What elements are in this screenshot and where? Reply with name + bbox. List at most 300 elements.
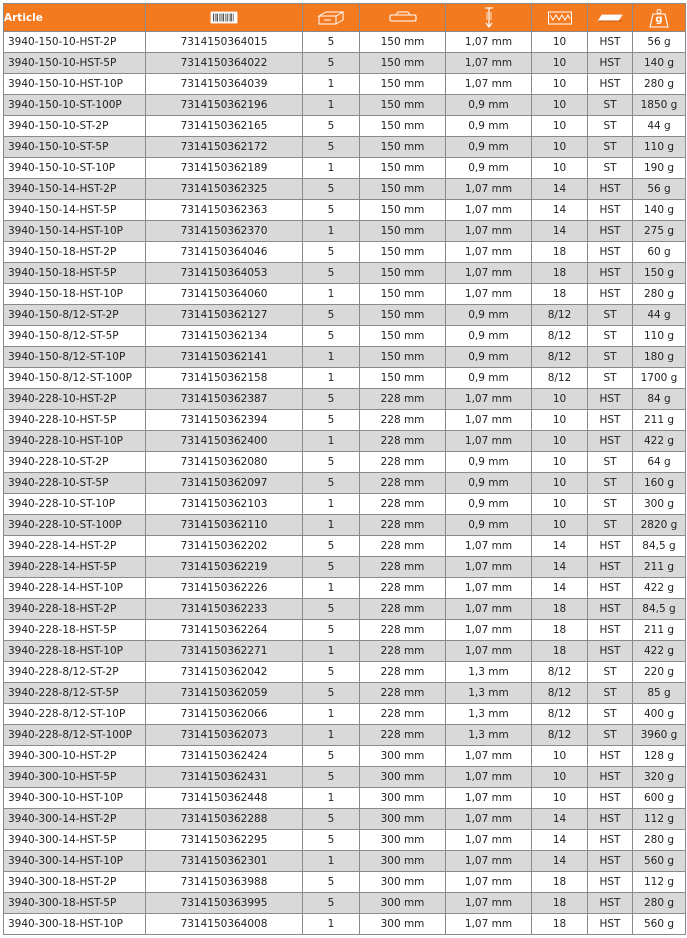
blade-thickness-cell: 1,07 mm (446, 599, 532, 620)
blade-thickness-cell: 0,9 mm (446, 515, 532, 536)
blade-thickness-cell: 0,9 mm (446, 137, 532, 158)
table-row (4, 872, 686, 893)
blade-thickness-cell: 1,07 mm (446, 830, 532, 851)
teeth-per-inch-cell: 14 (532, 809, 588, 830)
blade-thickness-cell: 1,07 mm (446, 578, 532, 599)
blade-material-cell: ST (588, 704, 633, 725)
blade-thickness-cell: 0,9 mm (446, 158, 532, 179)
blade-material-cell: ST (588, 305, 633, 326)
blade-thickness-cell: 0,9 mm (446, 326, 532, 347)
weight-cell: 150 g (633, 263, 686, 284)
table-row (4, 116, 686, 137)
ean-code-cell: 7314150364046 (146, 242, 303, 263)
blade-length-cell: 150 mm (360, 368, 446, 389)
pack-quantity-cell: 5 (303, 872, 360, 893)
blade-material-cell: HST (588, 620, 633, 641)
table-row (4, 389, 686, 410)
article-number-cell: 3940-228-10-HST-5P (4, 410, 146, 431)
article-number-cell: 3940-300-10-HST-2P (4, 746, 146, 767)
weight-cell: 56 g (633, 179, 686, 200)
weight-cell: 85 g (633, 683, 686, 704)
weight-cell: 560 g (633, 914, 686, 935)
teeth-per-inch-cell: 10 (532, 494, 588, 515)
blade-thickness-cell: 1,07 mm (446, 914, 532, 935)
table-row (4, 641, 686, 662)
blade-thickness-cell: 1,3 mm (446, 725, 532, 746)
ean-code-cell: 7314150362158 (146, 368, 303, 389)
ean-code-cell: 7314150362264 (146, 620, 303, 641)
article-number-cell: 3940-228-10-HST-10P (4, 431, 146, 452)
ean-code-cell: 7314150362202 (146, 536, 303, 557)
blade-material-cell: HST (588, 32, 633, 53)
teeth-per-inch-cell: 10 (532, 95, 588, 116)
ean-code-cell: 7314150362448 (146, 788, 303, 809)
ean-code-cell: 7314150362073 (146, 725, 303, 746)
table-row (4, 494, 686, 515)
pack-quantity-cell: 5 (303, 32, 360, 53)
blade-thickness-cell: 1,07 mm (446, 242, 532, 263)
table-row (4, 683, 686, 704)
blade-thickness-cell: 1,07 mm (446, 221, 532, 242)
teeth-per-inch-cell: 18 (532, 263, 588, 284)
column-header-thickness (446, 4, 532, 32)
article-number-cell: 3940-150-18-HST-2P (4, 242, 146, 263)
ean-code-cell: 7314150362103 (146, 494, 303, 515)
article-number-cell: 3940-300-18-HST-10P (4, 914, 146, 935)
weight-cell: 112 g (633, 809, 686, 830)
pack-quantity-cell: 1 (303, 788, 360, 809)
pack-quantity-cell: 1 (303, 578, 360, 599)
blade-material-cell: ST (588, 368, 633, 389)
ean-code-cell: 7314150362424 (146, 746, 303, 767)
ean-code-cell: 7314150362189 (146, 158, 303, 179)
teeth-per-inch-cell: 14 (532, 221, 588, 242)
table-row (4, 893, 686, 914)
article-number-cell: 3940-150-18-HST-5P (4, 263, 146, 284)
blade-material-cell: HST (588, 599, 633, 620)
pack-quantity-cell: 5 (303, 620, 360, 641)
ean-code-cell: 7314150364015 (146, 32, 303, 53)
pack-quantity-cell: 1 (303, 95, 360, 116)
pack-quantity-cell: 1 (303, 725, 360, 746)
blade-material-cell: ST (588, 326, 633, 347)
article-number-cell: 3940-150-8/12-ST-5P (4, 326, 146, 347)
teeth-per-inch-cell: 8/12 (532, 725, 588, 746)
blade-material-cell: ST (588, 158, 633, 179)
teeth-per-inch-cell: 8/12 (532, 347, 588, 368)
weight-cell: 84,5 g (633, 536, 686, 557)
column-header-weight (633, 4, 686, 32)
article-number-cell: 3940-150-14-HST-10P (4, 221, 146, 242)
article-number-cell: 3940-150-8/12-ST-10P (4, 347, 146, 368)
ean-code-cell: 7314150362226 (146, 578, 303, 599)
teeth-per-inch-cell: 10 (532, 158, 588, 179)
ean-code-cell: 7314150362233 (146, 599, 303, 620)
weight-cell: 64 g (633, 452, 686, 473)
pack-quantity-cell: 1 (303, 914, 360, 935)
ean-code-cell: 7314150362134 (146, 326, 303, 347)
pack-quantity-cell: 5 (303, 452, 360, 473)
teeth-per-inch-cell: 8/12 (532, 662, 588, 683)
blade-length-cell: 228 mm (360, 620, 446, 641)
blade-material-cell: HST (588, 914, 633, 935)
teeth-per-inch-cell: 8/12 (532, 326, 588, 347)
pack-quantity-cell: 5 (303, 137, 360, 158)
pack-quantity-cell: 5 (303, 179, 360, 200)
article-number-cell: 3940-228-14-HST-2P (4, 536, 146, 557)
column-header-material (588, 4, 633, 32)
pack-quantity-cell: 5 (303, 389, 360, 410)
teeth-per-inch-icon (547, 10, 573, 26)
weight-cell: 2820 g (633, 515, 686, 536)
weight-cell: 275 g (633, 221, 686, 242)
blade-material-cell: HST (588, 893, 633, 914)
blade-material-cell: ST (588, 347, 633, 368)
teeth-per-inch-cell: 14 (532, 536, 588, 557)
teeth-per-inch-cell: 14 (532, 557, 588, 578)
blade-length-cell: 228 mm (360, 641, 446, 662)
table-row (4, 431, 686, 452)
weight-cell: 3960 g (633, 725, 686, 746)
article-number-cell: 3940-228-14-HST-10P (4, 578, 146, 599)
blade-length-cell: 228 mm (360, 557, 446, 578)
teeth-per-inch-cell: 14 (532, 830, 588, 851)
table-row (4, 305, 686, 326)
blade-length-cell: 300 mm (360, 914, 446, 935)
blade-length-cell: 228 mm (360, 494, 446, 515)
blade-thickness-cell: 1,07 mm (446, 557, 532, 578)
blade-thickness-cell: 1,07 mm (446, 179, 532, 200)
teeth-per-inch-cell: 18 (532, 284, 588, 305)
article-number-cell: 3940-150-8/12-ST-100P (4, 368, 146, 389)
table-row (4, 179, 686, 200)
table-row (4, 830, 686, 851)
pack-quantity-cell: 1 (303, 494, 360, 515)
blade-material-cell: HST (588, 263, 633, 284)
teeth-per-inch-cell: 8/12 (532, 368, 588, 389)
article-number-cell: 3940-150-18-HST-10P (4, 284, 146, 305)
article-number-cell: 3940-300-10-HST-5P (4, 767, 146, 788)
table-row (4, 578, 686, 599)
teeth-per-inch-cell: 10 (532, 137, 588, 158)
weight-cell: 112 g (633, 872, 686, 893)
blade-material-cell: HST (588, 284, 633, 305)
blade-length-cell: 228 mm (360, 704, 446, 725)
blade-length-cell: 150 mm (360, 179, 446, 200)
ean-code-cell: 7314150362400 (146, 431, 303, 452)
pack-quantity-cell: 5 (303, 536, 360, 557)
weight-cell: 190 g (633, 158, 686, 179)
blade-material-cell: ST (588, 137, 633, 158)
weight-icon (648, 8, 670, 28)
column-header-length (360, 4, 446, 32)
blade-material-cell: ST (588, 662, 633, 683)
blade-length-cell: 150 mm (360, 263, 446, 284)
teeth-per-inch-cell: 10 (532, 410, 588, 431)
blade-length-cell: 150 mm (360, 200, 446, 221)
ean-code-cell: 7314150362363 (146, 200, 303, 221)
article-number-cell: 3940-300-14-HST-10P (4, 851, 146, 872)
weight-cell: 280 g (633, 830, 686, 851)
blade-length-cell: 150 mm (360, 116, 446, 137)
pack-quantity-cell: 5 (303, 473, 360, 494)
weight-unit-label: g (655, 13, 663, 25)
blade-length-cell: 228 mm (360, 410, 446, 431)
ean-code-cell: 7314150362394 (146, 410, 303, 431)
table-row (4, 536, 686, 557)
teeth-per-inch-cell: 8/12 (532, 683, 588, 704)
ean-code-cell: 7314150362127 (146, 305, 303, 326)
teeth-per-inch-cell: 18 (532, 893, 588, 914)
blade-length-cell: 150 mm (360, 53, 446, 74)
product-spec-table (3, 3, 686, 935)
column-header-tpi (532, 4, 588, 32)
blade-thickness-cell: 0,9 mm (446, 494, 532, 515)
barcode-icon (210, 11, 238, 24)
table-row (4, 53, 686, 74)
article-number-cell: 3940-300-14-HST-2P (4, 809, 146, 830)
ean-code-cell: 7314150362097 (146, 473, 303, 494)
pack-quantity-cell: 5 (303, 809, 360, 830)
weight-cell: 400 g (633, 704, 686, 725)
blade-material-cell: HST (588, 830, 633, 851)
blade-length-cell: 228 mm (360, 662, 446, 683)
article-number-cell: 3940-228-10-ST-5P (4, 473, 146, 494)
blade-length-cell: 300 mm (360, 872, 446, 893)
blade-thickness-cell: 1,07 mm (446, 851, 532, 872)
article-number-cell: 3940-150-10-ST-100P (4, 95, 146, 116)
blade-material-cell: HST (588, 872, 633, 893)
ean-code-cell: 7314150362066 (146, 704, 303, 725)
blade-thickness-cell: 1,07 mm (446, 767, 532, 788)
blade-length-icon (388, 11, 418, 25)
table-row (4, 914, 686, 935)
blade-material-cell: HST (588, 179, 633, 200)
ean-code-cell: 7314150363995 (146, 893, 303, 914)
teeth-per-inch-cell: 10 (532, 452, 588, 473)
article-number-cell: 3940-300-18-HST-2P (4, 872, 146, 893)
weight-cell: 320 g (633, 767, 686, 788)
column-header-ean (146, 4, 303, 32)
table-row (4, 347, 686, 368)
table-row (4, 263, 686, 284)
blade-material-cell: HST (588, 557, 633, 578)
pack-quantity-cell: 1 (303, 284, 360, 305)
ean-code-cell: 7314150362042 (146, 662, 303, 683)
blade-length-cell: 150 mm (360, 284, 446, 305)
blade-length-cell: 150 mm (360, 32, 446, 53)
blade-length-cell: 300 mm (360, 767, 446, 788)
pack-quantity-cell: 5 (303, 662, 360, 683)
blade-length-cell: 228 mm (360, 515, 446, 536)
blade-material-cell: ST (588, 494, 633, 515)
teeth-per-inch-cell: 18 (532, 914, 588, 935)
table-row (4, 95, 686, 116)
blade-material-cell: HST (588, 641, 633, 662)
blade-length-cell: 300 mm (360, 788, 446, 809)
teeth-per-inch-cell: 10 (532, 32, 588, 53)
weight-cell: 1850 g (633, 95, 686, 116)
pack-quantity-cell: 5 (303, 767, 360, 788)
blade-length-cell: 228 mm (360, 473, 446, 494)
blade-thickness-cell: 1,07 mm (446, 200, 532, 221)
pack-quantity-cell: 1 (303, 158, 360, 179)
blade-material-cell: HST (588, 536, 633, 557)
blade-material-cell: ST (588, 473, 633, 494)
weight-cell: 44 g (633, 116, 686, 137)
blade-length-cell: 228 mm (360, 389, 446, 410)
weight-cell: 422 g (633, 431, 686, 452)
weight-cell: 560 g (633, 851, 686, 872)
pack-quantity-cell: 5 (303, 242, 360, 263)
blade-length-cell: 150 mm (360, 158, 446, 179)
pack-quantity-cell: 5 (303, 305, 360, 326)
ean-code-cell: 7314150364060 (146, 284, 303, 305)
blade-material-cell: HST (588, 53, 633, 74)
pack-quantity-cell: 5 (303, 893, 360, 914)
blade-length-cell: 300 mm (360, 893, 446, 914)
article-number-cell: 3940-150-10-ST-10P (4, 158, 146, 179)
pack-quantity-cell: 5 (303, 263, 360, 284)
table-row (4, 662, 686, 683)
ean-code-cell: 7314150362141 (146, 347, 303, 368)
pack-quantity-cell: 1 (303, 515, 360, 536)
blade-thickness-cell: 0,9 mm (446, 473, 532, 494)
blade-length-cell: 228 mm (360, 452, 446, 473)
blade-material-cell: ST (588, 683, 633, 704)
article-number-cell: 3940-228-18-HST-5P (4, 620, 146, 641)
blade-thickness-cell: 0,9 mm (446, 368, 532, 389)
pack-quantity-cell: 5 (303, 830, 360, 851)
blade-length-cell: 228 mm (360, 599, 446, 620)
ean-code-cell: 7314150362325 (146, 179, 303, 200)
article-number-cell: 3940-228-18-HST-10P (4, 641, 146, 662)
weight-cell: 160 g (633, 473, 686, 494)
article-number-cell: 3940-150-10-HST-5P (4, 53, 146, 74)
teeth-per-inch-cell: 10 (532, 767, 588, 788)
article-number-cell: 3940-228-10-ST-2P (4, 452, 146, 473)
pack-quantity-cell: 1 (303, 368, 360, 389)
pack-quantity-cell: 1 (303, 221, 360, 242)
blade-thickness-icon (481, 6, 497, 30)
blade-thickness-cell: 0,9 mm (446, 95, 532, 116)
ean-code-cell: 7314150364053 (146, 263, 303, 284)
blade-thickness-cell: 1,07 mm (446, 620, 532, 641)
pack-quantity-cell: 5 (303, 557, 360, 578)
teeth-per-inch-cell: 14 (532, 851, 588, 872)
ean-code-cell: 7314150362196 (146, 95, 303, 116)
blade-material-cell: ST (588, 116, 633, 137)
blade-thickness-cell: 1,3 mm (446, 704, 532, 725)
pack-quantity-cell: 5 (303, 683, 360, 704)
article-number-cell: 3940-228-14-HST-5P (4, 557, 146, 578)
weight-cell: 110 g (633, 326, 686, 347)
column-header-quantity (303, 4, 360, 32)
pack-quantity-cell: 1 (303, 347, 360, 368)
article-number-cell: 3940-150-8/12-ST-2P (4, 305, 146, 326)
weight-cell: 280 g (633, 284, 686, 305)
teeth-per-inch-cell: 14 (532, 179, 588, 200)
blade-thickness-cell: 1,07 mm (446, 536, 532, 557)
pack-quantity-cell: 5 (303, 599, 360, 620)
table-row (4, 221, 686, 242)
blade-length-cell: 150 mm (360, 242, 446, 263)
blade-length-cell: 300 mm (360, 746, 446, 767)
blade-thickness-cell: 1,07 mm (446, 410, 532, 431)
ean-code-cell: 7314150362219 (146, 557, 303, 578)
blade-length-cell: 228 mm (360, 578, 446, 599)
article-number-cell: 3940-300-10-HST-10P (4, 788, 146, 809)
blade-material-cell: ST (588, 95, 633, 116)
article-number-cell: 3940-150-10-HST-10P (4, 74, 146, 95)
article-number-cell: 3940-150-10-ST-5P (4, 137, 146, 158)
teeth-per-inch-cell: 18 (532, 242, 588, 263)
teeth-per-inch-cell: 10 (532, 389, 588, 410)
weight-cell: 211 g (633, 410, 686, 431)
table-row (4, 620, 686, 641)
teeth-per-inch-cell: 10 (532, 473, 588, 494)
blade-length-cell: 228 mm (360, 431, 446, 452)
teeth-per-inch-cell: 18 (532, 599, 588, 620)
blade-thickness-cell: 1,07 mm (446, 788, 532, 809)
weight-cell: 84,5 g (633, 599, 686, 620)
blade-thickness-cell: 1,07 mm (446, 53, 532, 74)
weight-cell: 140 g (633, 200, 686, 221)
column-header-article: Article (4, 4, 146, 32)
blade-length-cell: 150 mm (360, 347, 446, 368)
blade-material-cell: HST (588, 200, 633, 221)
article-number-cell: 3940-228-18-HST-2P (4, 599, 146, 620)
weight-cell: 300 g (633, 494, 686, 515)
blade-length-cell: 228 mm (360, 683, 446, 704)
blade-length-cell: 150 mm (360, 137, 446, 158)
article-number-cell: 3940-228-8/12-ST-5P (4, 683, 146, 704)
weight-cell: 110 g (633, 137, 686, 158)
blade-material-cell: HST (588, 851, 633, 872)
blade-thickness-cell: 1,07 mm (446, 809, 532, 830)
table-row (4, 137, 686, 158)
teeth-per-inch-cell: 14 (532, 578, 588, 599)
table-row (4, 725, 686, 746)
table-row (4, 767, 686, 788)
teeth-per-inch-cell: 18 (532, 620, 588, 641)
pack-quantity-cell: 1 (303, 641, 360, 662)
blade-thickness-cell: 0,9 mm (446, 347, 532, 368)
ean-code-cell: 7314150362080 (146, 452, 303, 473)
table-row (4, 788, 686, 809)
pack-quantity-cell: 1 (303, 431, 360, 452)
article-number-cell: 3940-150-10-HST-2P (4, 32, 146, 53)
blade-material-cell: HST (588, 809, 633, 830)
pack-quantity-cell: 1 (303, 851, 360, 872)
blade-material-cell: HST (588, 221, 633, 242)
pack-quantity-cell: 1 (303, 704, 360, 725)
blade-thickness-cell: 1,07 mm (446, 284, 532, 305)
teeth-per-inch-cell: 10 (532, 116, 588, 137)
teeth-per-inch-cell: 14 (532, 200, 588, 221)
blade-material-cell: ST (588, 725, 633, 746)
table-header-row (4, 4, 686, 32)
ean-code-cell: 7314150362165 (146, 116, 303, 137)
teeth-per-inch-cell: 18 (532, 872, 588, 893)
blade-thickness-cell: 1,07 mm (446, 389, 532, 410)
weight-cell: 422 g (633, 578, 686, 599)
ean-code-cell: 7314150362271 (146, 641, 303, 662)
ean-code-cell: 7314150362370 (146, 221, 303, 242)
blade-material-icon (596, 12, 624, 24)
weight-cell: 280 g (633, 893, 686, 914)
blade-material-cell: HST (588, 74, 633, 95)
